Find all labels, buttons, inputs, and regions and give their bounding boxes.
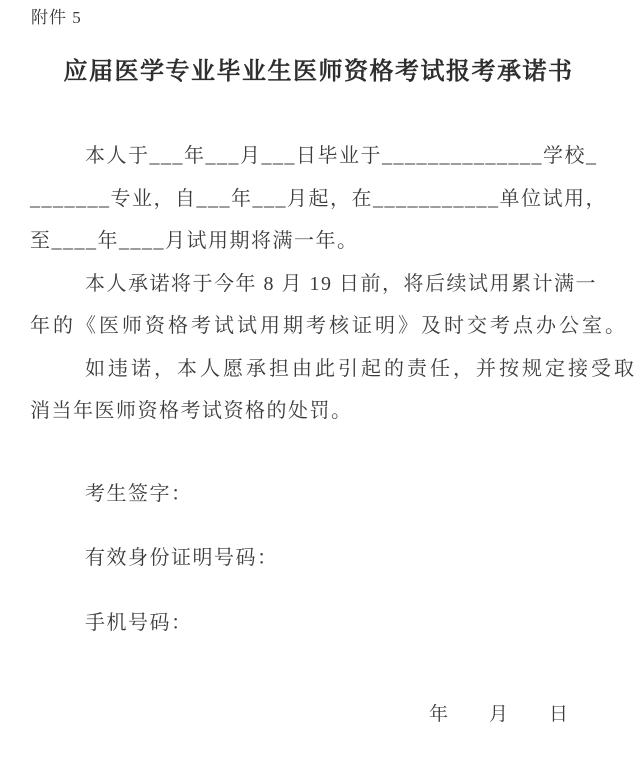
candidate-signature-label: 考生签字：: [85, 482, 193, 505]
date-line: 年 月 日: [428, 704, 569, 725]
page-title: 应届医学专业毕业生医师资格考试报考承诺书: [63, 59, 574, 85]
attachment-label: 附件 5: [31, 8, 82, 27]
paragraph1-line2: _______专业，自___年___月起，在___________单位试用，: [30, 187, 607, 210]
paragraph3-line1: 如违诺，本人愿承担由此引起的责任，并按规定接受取: [85, 357, 637, 380]
phone-number-label: 手机号码：: [85, 611, 193, 634]
signature-block: [30, 473, 607, 645]
paragraph3-line2: 消当年医师资格考试资格的处罚。: [30, 400, 353, 422]
document-body: [30, 135, 637, 433]
paragraph2-line1: 本人承诺将于今年 8 月 19 日前，将后续试用累计满一: [85, 272, 597, 295]
paragraph1-line3: 至____年____月试用期将满一年。: [30, 230, 359, 252]
paragraph1-line1: 本人于___年___月___日毕业于______________学校_: [85, 145, 598, 167]
paragraph2-line2: 年的《医师资格考试试用期考核证明》及时交考点办公室。: [30, 315, 628, 337]
id-number-label: 有效身份证明号码：: [85, 547, 279, 569]
